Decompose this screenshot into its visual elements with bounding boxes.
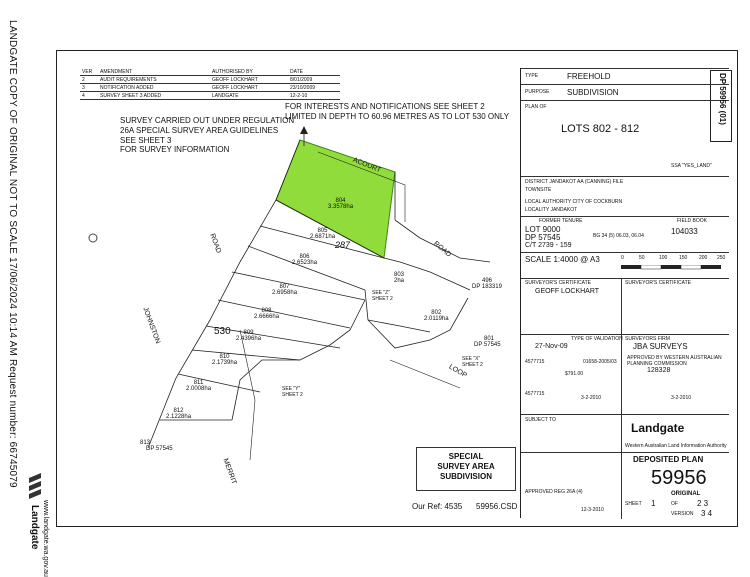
special-line-2: SURVEY AREA [437,462,495,471]
lot-area: 2.6523ha [292,260,318,266]
scale-tick: 150 [679,255,688,261]
road-loop: LOOP [447,363,468,380]
lot-area: 2.1228ha [166,414,192,420]
footer-ref: Our Ref: 4535 [412,502,463,511]
local-authority-label: LOCAL AUTHORITY CITY OF COCKBURN [525,199,623,205]
lot-803 [394,272,404,284]
scale-tick: 0 [621,255,624,261]
of-label: OF [671,501,678,507]
approval-no: 128328 [647,367,671,374]
lot-number: 809 [243,330,254,336]
date-2010b: 3-2-2010 [671,395,692,401]
date-2010: 3-2-2010 [581,395,602,401]
location-row [521,176,729,217]
field-book: 104033 [671,227,698,236]
townsite-label: TOWNSITE [525,187,552,193]
amend-cell: GEOFF LOCKHART [210,84,288,92]
surveyor-cert-label-2: SURVEYOR'S CERTIFICATE [625,280,691,286]
lot-number: 810 [219,354,230,360]
scale-bar [621,265,721,271]
lot-813 [140,440,173,452]
amend-header-ver: VER [80,68,98,76]
special-survey-area-box [416,447,516,491]
lot-810 [212,354,237,366]
plan-ref: 01658-2005/03 [583,359,617,365]
approved-by: APPROVED BY WESTERN AUSTRALIAN PLANNING COMMISSION [627,355,722,367]
amend-cell: 12-2-10 [288,92,340,100]
lot-area: 2.0119ha [424,316,449,322]
ssa-label: SSA "YES_LAND" [671,163,712,169]
lot-number: 811 [193,380,204,386]
lot-area: 2ha [394,278,405,284]
lot-dp: DP 57545 [474,342,501,348]
amend-header-authorised: AUTHORISED BY [210,68,288,76]
amount: $791.00 [565,371,584,377]
road-acourt: ACOURT [351,156,382,175]
tenure-row [521,216,729,253]
purpose-label: PURPOSE [525,89,550,95]
landgate-sub: Western Australian Land Information Authority [625,443,727,449]
lot-number: 812 [173,408,184,414]
amend-cell: 23/10/2009 [288,84,340,92]
lot-number: 803 [394,272,405,278]
validation-row [521,334,729,415]
purpose-row [521,84,729,101]
lot-area: 2.6871ha [310,234,336,240]
amend-cell: 4 [80,92,98,100]
amend-cell: NOTIFICATION ADDED [98,84,210,92]
lot-811 [186,380,211,392]
lot-dp: DP 183319 [472,284,502,290]
type-validation-label: TYPE OF VALIDATION [571,336,623,342]
lot-9000: LOT 9000 [525,225,561,234]
certificates-row [521,278,729,335]
surveyors-firm: JBA SURVEYS [633,342,688,351]
ct-ref: C/T 2739 - 159 [525,242,572,249]
lot-number: 804 [335,198,346,204]
note-interests: FOR INTERESTS AND NOTIFICATIONS SEE SHEET 2 [285,102,485,111]
lot-802 [424,310,449,322]
special-line-1: SPECIAL [448,452,484,461]
note-depth: LIMITED IN DEPTH TO 60.96 METRES AS TO LOT 530 ONLY [285,112,510,121]
plan-of-value: LOTS 802 - 812 [561,123,640,135]
type-label: TYPE [525,73,539,79]
date-lodged: 27-Nov-09 [535,343,568,350]
lot-number: 807 [279,284,290,290]
lot-number: 808 [261,308,272,314]
sheet-label: SHEET [625,501,642,507]
amend-header-amendment: AMENDMENT [98,68,210,76]
lot-812 [166,408,191,420]
see-z-note: SEE "Z" SHEET 2 [372,290,393,302]
scale-tick: 100 [659,255,668,261]
note-survey-2: 26A SPECIAL SURVEY AREA GUIDELINES [120,126,279,135]
lot-805 [310,228,335,240]
deposited-plan-label: DEPOSITED PLAN [633,455,704,464]
side-url: www.landgate.wa.gov.au [42,500,49,577]
type-row [521,68,729,85]
lot-number: 806 [299,254,310,260]
footer-file: 59956.CSD [476,502,518,511]
note-survey-4: FOR SURVEY INFORMATION [120,145,230,154]
lot-number: 802 [431,310,442,316]
scale-row [521,252,729,279]
former-tenure-label: FORMER TENURE [539,218,583,224]
scale-tick: 200 [699,255,708,261]
deposited-plan-number: 59956 [651,467,707,489]
lot-number: 805 [317,228,328,234]
lot-area: 2.6958ha [272,290,298,296]
dp-57545: DP 57545 [525,233,561,242]
lot-number: 801 [484,336,495,342]
amend-cell: 2 [80,76,98,84]
amend-header-date: DATE [288,68,340,76]
lot-287: 287 [335,240,351,250]
locality-label: LOCALITY JANDAKOT [525,207,578,213]
deposited-plan-row [521,452,729,519]
road-johnston: JOHNSTON [141,306,162,345]
road-merrit: MERRIT [221,457,238,486]
plan-of-label: PLAN OF [525,104,547,110]
special-line-3: SUBDIVISION [439,472,492,481]
subject-to-label: SUBJECT TO [525,417,556,423]
date-signed: 12-3-2010 [581,507,604,513]
lot-809 [236,330,261,342]
dp-stamp [710,70,732,142]
lot-dp: DP 57545 [146,446,173,452]
original-label: ORIGINAL [671,491,701,497]
side-copy-text: LANDGATE COPY OF ORIGINAL NOT TO SCALE 17/06/2024 10:14 AM Request number: 66745079 [7,20,18,488]
landgate-brand: Landgate [631,421,685,435]
scale-tick: 250 [717,255,726,261]
lot-area: 3.3578ha [328,204,354,210]
type-value: FREEHOLD [567,72,611,81]
lot-area: 2.4396ha [236,336,262,342]
lot-801 [474,336,501,348]
reg-no: 4577715 [525,359,545,365]
subject-row [521,414,729,453]
lot-496 [472,278,502,290]
index-ref: BG 34 (5) 06.03, 06.04 [593,233,644,239]
lot-807 [272,284,297,296]
purpose-value: SUBDIVISION [567,88,619,97]
see-y-note: SEE "Y" SHEET 2 [282,386,303,398]
field-book-label: FIELD BOOK [677,218,708,224]
approved-reg: APPROVED REG 26A (4) [525,489,583,495]
surveyor-cert-label: SURVEYOR'S CERTIFICATE [525,280,591,286]
lot-area: 2.1739ha [212,360,238,366]
lot-804 [328,198,353,210]
amend-cell: 8/01/2009 [288,76,340,84]
title-block [520,68,729,518]
plan-of-row [521,100,729,171]
lot-806 [292,254,317,266]
amend-cell: LANDGATE [210,92,288,100]
lot-number: 496 [482,278,493,284]
amend-cell: SURVEY SHEET 3 ADDED [98,92,210,100]
lot-number: 813 [140,440,151,446]
dp-stamp-text: DP 59956 (01) [718,73,727,125]
version: 3 4 [701,509,713,518]
lot-area: 2.0008ha [186,386,212,392]
lot-808 [254,308,279,320]
note-survey-3: SEE SHEET 3 [120,136,172,145]
scale-tick: 50 [639,255,645,261]
survey-mark-icon [89,234,97,242]
reg-no-2: 4577715 [525,391,545,397]
note-survey-1: SURVEY CARRIED OUT UNDER REGULATION [120,116,295,125]
sheet-total: 2 3 [697,499,709,508]
amend-cell: GEOFF LOCKHART [210,76,288,84]
amend-cell: AUDIT REQUIREMENTS [98,76,210,84]
amend-cell: 3 [80,84,98,92]
road-road-2: ROAD [208,232,222,255]
see-x-note: SEE "X" SHEET 2 [462,356,483,368]
surveyors-firm-label: SURVEYORS FIRM [625,336,670,342]
lot-530: 530 [214,326,231,337]
version-label: VERSION [671,511,694,517]
side-brand: Landgate [29,505,40,550]
surveyor-name: GEOFF LOCKHART [535,288,600,295]
sheet-no: 1 [651,499,656,508]
lot-area: 2.6666ha [254,314,280,320]
road-road-1: ROAD [432,240,453,259]
scale-label: SCALE 1:4000 @ A3 [525,255,600,264]
district-label: DISTRICT JANDAKOT AA (CANNING) FILE [525,179,624,185]
